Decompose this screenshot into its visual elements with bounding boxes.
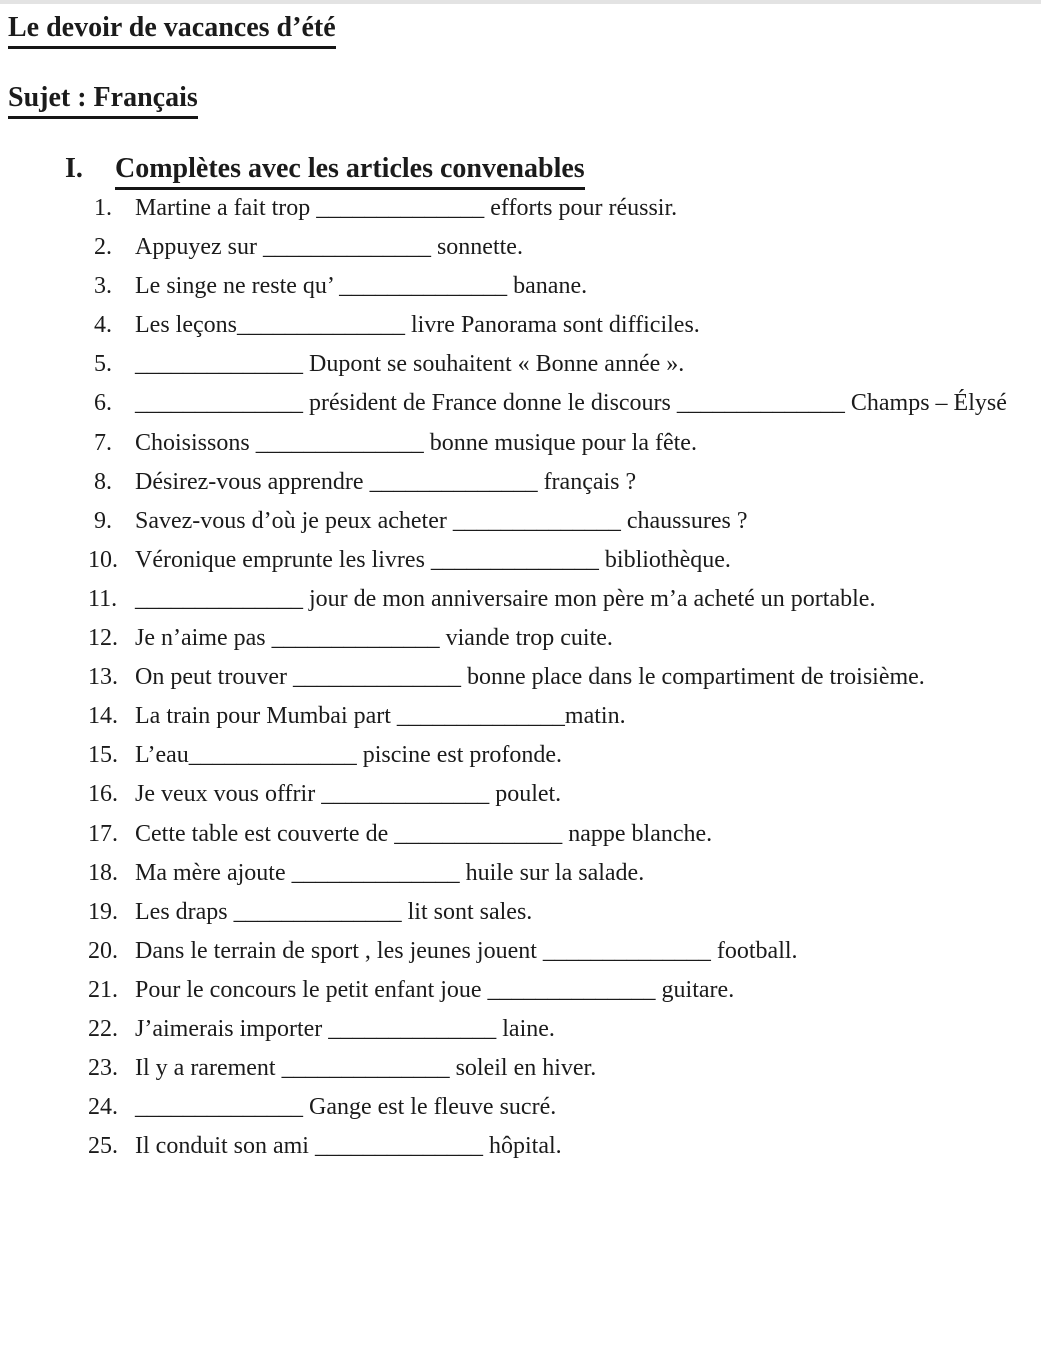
item-text: Choisissons ______________ bonne musique pour la fête. xyxy=(135,429,697,456)
page-top-edge xyxy=(0,0,1041,4)
item-number: 23. xyxy=(88,1055,118,1082)
list-item xyxy=(88,854,1041,893)
list-item xyxy=(88,384,1041,423)
list-item xyxy=(88,306,1041,345)
document-title-text: Le devoir de vacances d’été xyxy=(8,12,336,49)
list-item xyxy=(88,658,1041,697)
item-number: 17. xyxy=(88,820,118,847)
item-number: 20. xyxy=(88,937,118,964)
item-text: Savez-vous d’où je peux acheter ______________ chaussures ? xyxy=(135,507,748,534)
section-title: Complètes avec les articles convenables xyxy=(115,153,585,190)
section-numeral: I. xyxy=(65,153,83,184)
item-number: 2. xyxy=(94,234,112,261)
list-item xyxy=(88,1010,1041,1049)
item-number: 19. xyxy=(88,898,118,925)
list-item xyxy=(88,189,1041,228)
list-item xyxy=(88,580,1041,619)
item-text: Il conduit son ami ______________ hôpital. xyxy=(135,1133,562,1160)
list-item xyxy=(88,619,1041,658)
list-item xyxy=(88,893,1041,932)
item-text: Ma mère ajoute ______________ huile sur la salade. xyxy=(135,859,645,886)
item-number: 6. xyxy=(94,390,112,417)
list-item xyxy=(88,932,1041,971)
item-number: 12. xyxy=(88,625,118,652)
item-number: 10. xyxy=(88,546,118,573)
item-text: Dans le terrain de sport , les jeunes jouent ______________ football. xyxy=(135,937,798,964)
item-text: Je n’aime pas ______________ viande trop cuite. xyxy=(135,625,613,652)
item-text: ______________ président de France donne le discours ______________ Champs – Élysé xyxy=(135,390,1007,417)
item-number: 15. xyxy=(88,742,118,769)
list-item xyxy=(88,502,1041,541)
item-text: Martine a fait trop ______________ efforts pour réussir. xyxy=(135,195,678,221)
item-text: ______________ jour de mon anniversaire mon père m’a acheté un portable. xyxy=(135,585,876,612)
item-number: 11. xyxy=(88,585,118,612)
item-text: On peut trouver ______________ bonne place dans le compartiment de troisième. xyxy=(135,664,925,691)
subject-heading xyxy=(8,82,198,119)
item-text: ______________ Gange est le fleuve sucré. xyxy=(135,1094,557,1121)
item-number: 22. xyxy=(88,1015,118,1042)
list-item xyxy=(88,463,1041,502)
item-number: 9. xyxy=(94,507,112,534)
item-text: J’aimerais importer ______________ laine. xyxy=(135,1015,555,1042)
item-text: ______________ Dupont se souhaitent « Bonne année ». xyxy=(135,351,685,378)
item-text: Les leçons______________ livre Panorama sont difficiles. xyxy=(135,312,700,339)
item-number: 25. xyxy=(88,1133,118,1160)
list-item xyxy=(88,228,1041,267)
item-number: 4. xyxy=(94,312,112,339)
item-text: Je veux vous offrir ______________ poulet. xyxy=(135,781,562,808)
subject-heading-text: Sujet : Français xyxy=(8,82,198,119)
item-text: Désirez-vous apprendre ______________ français ? xyxy=(135,468,637,495)
item-text: Les draps ______________ lit sont sales. xyxy=(135,898,533,925)
list-item xyxy=(88,815,1041,854)
item-number: 3. xyxy=(94,273,112,300)
item-number: 5. xyxy=(94,351,112,378)
item-number: 16. xyxy=(88,781,118,808)
item-text: Cette table est couverte de ______________ nappe blanche. xyxy=(135,820,713,847)
list-item xyxy=(88,1049,1041,1088)
item-number: 21. xyxy=(88,976,118,1003)
item-text: Appuyez sur ______________ sonnette. xyxy=(135,234,523,261)
list-item xyxy=(88,736,1041,775)
list-item xyxy=(88,971,1041,1010)
item-text: Véronique emprunte les livres ______________ bibliothèque. xyxy=(135,546,731,573)
list-item xyxy=(88,345,1041,384)
item-text: L’eau______________ piscine est profonde. xyxy=(135,742,563,769)
item-text: Il y a rarement ______________ soleil en hiver. xyxy=(135,1055,597,1082)
list-item xyxy=(88,697,1041,736)
item-number: 13. xyxy=(88,664,118,691)
section-heading xyxy=(65,153,585,190)
list-item xyxy=(88,541,1041,580)
item-text: Le singe ne reste qu’ ______________ banane. xyxy=(135,273,588,300)
item-number: 1. xyxy=(94,195,112,221)
list-item xyxy=(88,775,1041,814)
item-number: 8. xyxy=(94,468,112,495)
list-item xyxy=(88,267,1041,306)
item-text: Pour le concours le petit enfant joue ______________ guitare. xyxy=(135,976,735,1003)
list-item xyxy=(88,1127,1041,1166)
list-item xyxy=(88,424,1041,463)
exercise-list xyxy=(88,189,1041,1166)
item-number: 7. xyxy=(94,429,112,456)
item-number: 14. xyxy=(88,703,118,730)
list-item xyxy=(88,1088,1041,1127)
item-number: 18. xyxy=(88,859,118,886)
item-number: 24. xyxy=(88,1094,118,1121)
item-text: La train pour Mumbai part ______________matin. xyxy=(135,703,626,730)
document-title xyxy=(8,12,336,49)
